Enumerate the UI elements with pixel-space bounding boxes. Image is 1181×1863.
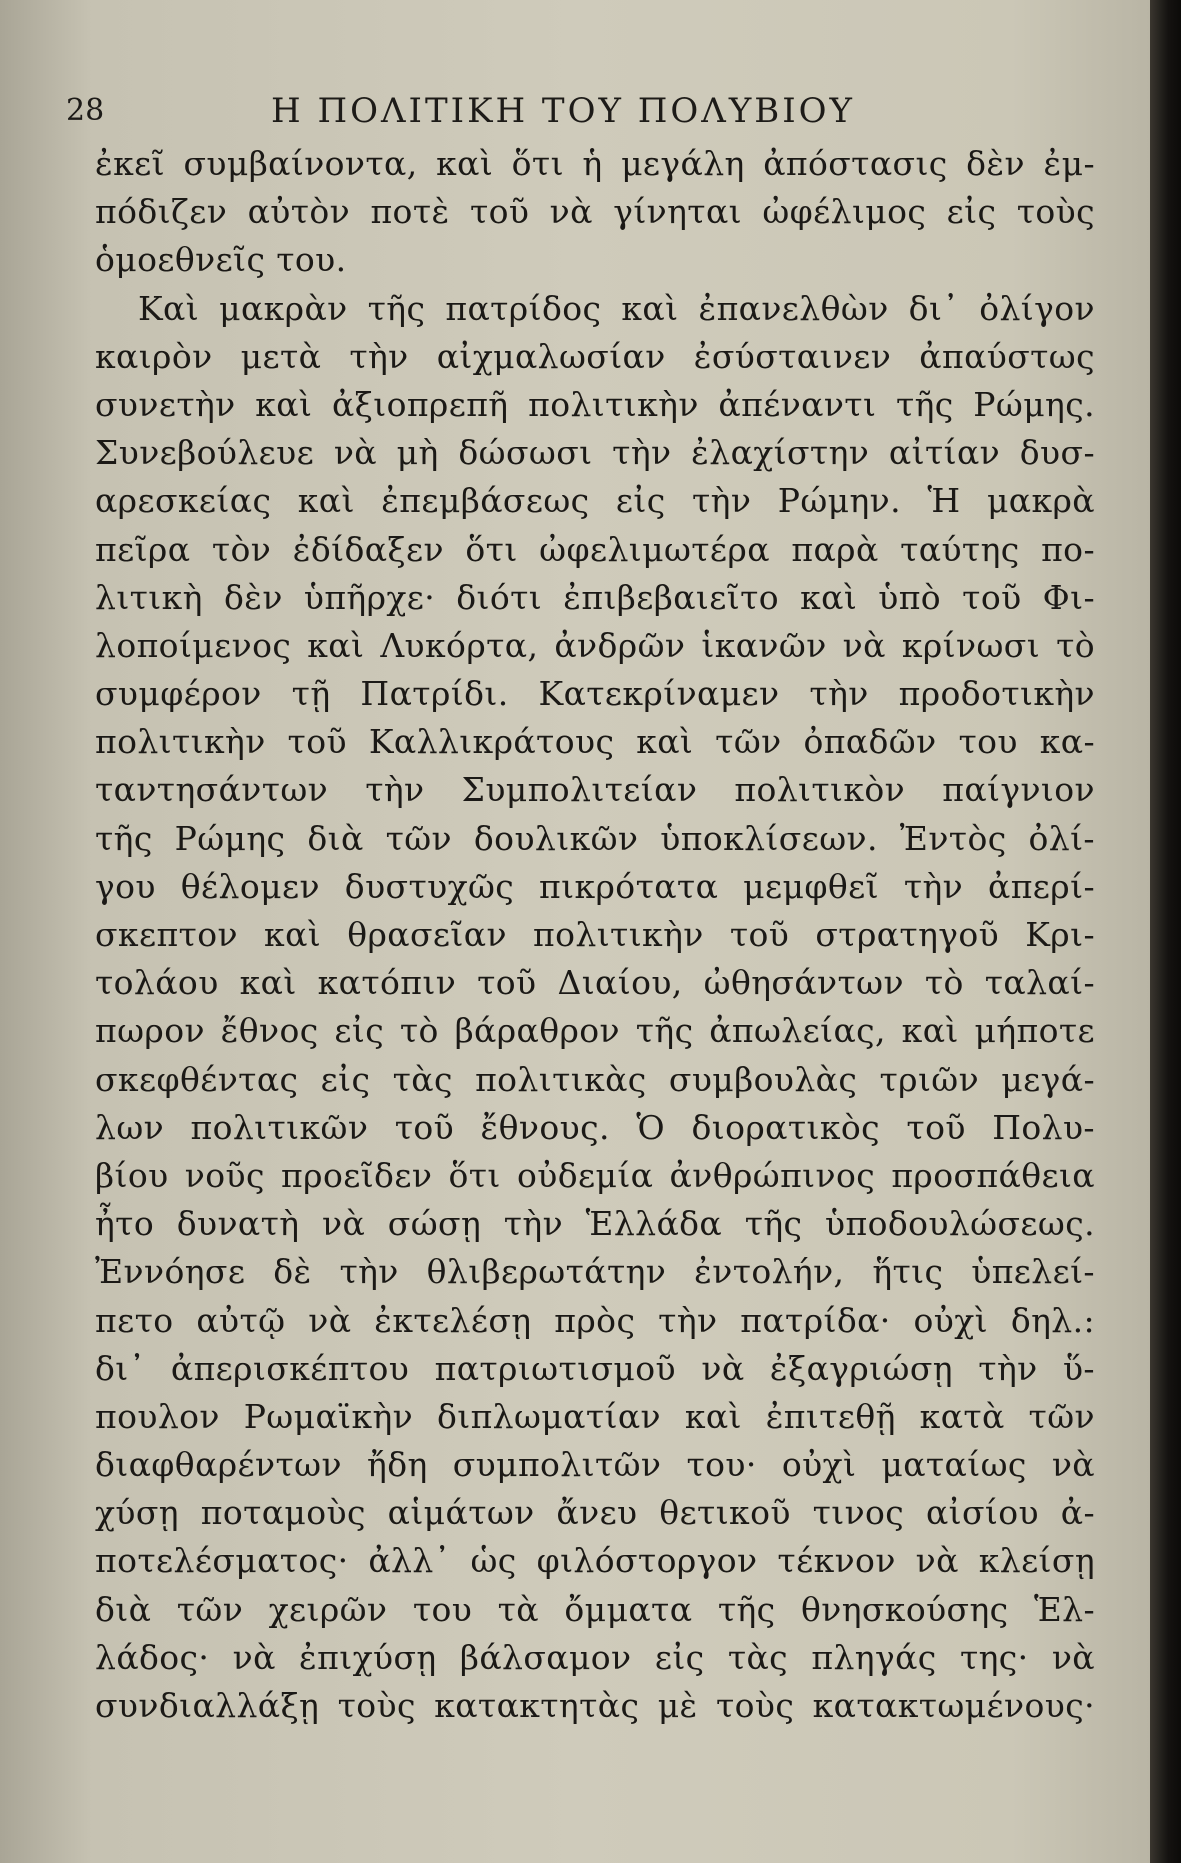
page-number: 28	[66, 93, 105, 128]
text-line: λοποίμενος καὶ Λυκόρτα, ἀνδρῶν ἱκανῶν νὰ κρίνωσι τὸ	[95, 625, 1095, 665]
text-line: ταντησάντων τὴν Συμπολιτείαν πολιτικὸν παίγνιον	[95, 770, 1095, 810]
text-line: συμφέρον τῇ Πατρίδι. Κατεκρίναμεν τὴν προδοτικὴν	[95, 674, 1095, 714]
text-line: χύσῃ ποταμοὺς αἱμάτων ἄνευ θετικοῦ τινος αἰσίου ἀ-	[95, 1493, 1095, 1533]
page-header	[66, 86, 1066, 136]
text-line: σκεπτον καὶ θρασεῖαν πολιτικὴν τοῦ στρατηγοῦ Κρι-	[95, 915, 1095, 954]
text-line: Ἐννόησε δὲ τὴν θλιβερωτάτην ἐντολήν, ἥτις ὑπελεί-	[95, 1252, 1095, 1292]
text-line: τολάου καὶ κατόπιν τοῦ Διαίου, ὠθησάντων τὸ ταλαί-	[95, 963, 1095, 1003]
text-line: διὰ τῶν χειρῶν του τὰ ὄμματα τῆς θνησκούσης Ἑλ-	[95, 1589, 1095, 1629]
text-line: δι᾽ ἀπερισκέπτου πατριωτισμοῦ νὰ ἐξαγριώσῃ τὴν ὕ-	[95, 1348, 1095, 1388]
text-line: πεῖρα τὸν ἐδίδαξεν ὅτι ὠφελιμωτέρα παρὰ ταύτης πο-	[95, 529, 1095, 569]
body-text	[95, 140, 1095, 1730]
text-line: πωρον ἔθνος εἰς τὸ βάραθρον τῆς ἀπωλείας, καὶ μήποτε	[95, 1011, 1095, 1051]
text-line: πόδιζεν αὐτὸν ποτὲ τοῦ νὰ γίνηται ὠφέλιμος εἰς τοὺς	[95, 192, 1095, 232]
running-head: Η ΠΟΛΙΤΙΚΗ ΤΟΥ ΠΟΛΥΒΙΟΥ	[271, 91, 855, 131]
text-line: λάδος· νὰ ἐπιχύσῃ βάλσαμον εἰς τὰς πληγάς της· νὰ	[95, 1637, 1095, 1677]
text-line: ἦτο δυνατὴ νὰ σώσῃ τὴν Ἑλλάδα τῆς ὑποδουλώσεως.	[95, 1204, 1095, 1244]
text-line: λων πολιτικῶν τοῦ ἔθνους. Ὁ διορατικὸς τοῦ Πολυ-	[95, 1107, 1095, 1147]
text-line: Συνεβούλευε νὰ μὴ δώσωσι τὴν ἐλαχίστην αἰτίαν δυσ-	[95, 433, 1095, 473]
text-line: πολιτικὴν τοῦ Καλλικράτους καὶ τῶν ὀπαδῶν του κα-	[95, 722, 1095, 762]
text-line: συνετὴν καὶ ἀξιοπρεπῆ πολιτικὴν ἀπέναντι τῆς Ρώμης.	[95, 384, 1095, 424]
text-line: γου θέλομεν δυστυχῶς πικρότατα μεμφθεῖ τὴν ἀπερί-	[95, 866, 1095, 906]
text-line: πουλον Ρωμαϊκὴν διπλωματίαν καὶ ἐπιτεθῇ κατὰ τῶν	[95, 1396, 1095, 1436]
text-line: ὁμοεθνεῖς του.	[95, 240, 347, 280]
book-spine-shadow	[1150, 0, 1181, 1863]
text-line: αρεσκείας καὶ ἐπεμβάσεως εἰς τὴν Ρώμην. Ἡ μακρὰ	[95, 481, 1095, 521]
text-line: τῆς Ρώμης διὰ τῶν δουλικῶν ὑποκλίσεων. Ἐντὸς ὀλί-	[95, 818, 1095, 858]
text-line: συνδιαλλάξῃ τοὺς κατακτητὰς μὲ τοὺς κατακτωμένους·	[95, 1686, 1095, 1725]
text-line: καιρὸν μετὰ τὴν αἰχμαλωσίαν ἐσύσταινεν ἀπαύστως	[95, 336, 1095, 376]
text-line: λιτικὴ δὲν ὑπῆρχε· διότι ἐπιβεβαιεῖτο καὶ ὑπὸ τοῦ Φι-	[95, 577, 1095, 617]
text-line: ἐκεῖ συμβαίνοντα, καὶ ὅτι ἡ μεγάλη ἀπόστασις δὲν ἐμ-	[95, 144, 1095, 183]
paragraph-start-line: Καὶ μακρὰν τῆς πατρίδος καὶ ἐπανελθὼν δι᾽ ὀλίγον	[138, 288, 1095, 328]
text-line: διαφθαρέντων ἤδη συμπολιτῶν του· οὐχὶ ματαίως νὰ	[95, 1445, 1095, 1485]
text-line: πετο αὐτῷ νὰ ἐκτελέσῃ πρὸς τὴν πατρίδα· οὐχὶ δηλ.:	[95, 1300, 1095, 1340]
text-line: σκεφθέντας εἰς τὰς πολιτικὰς συμβουλὰς τριῶν μεγά-	[95, 1059, 1095, 1099]
text-line: ποτελέσματος· ἀλλ᾽ ὡς φιλόστοργον τέκνον νὰ κλείσῃ	[95, 1541, 1095, 1581]
text-line: βίου νοῦς προεῖδεν ὅτι οὐδεμία ἀνθρώπινος προσπάθεια	[95, 1155, 1095, 1195]
